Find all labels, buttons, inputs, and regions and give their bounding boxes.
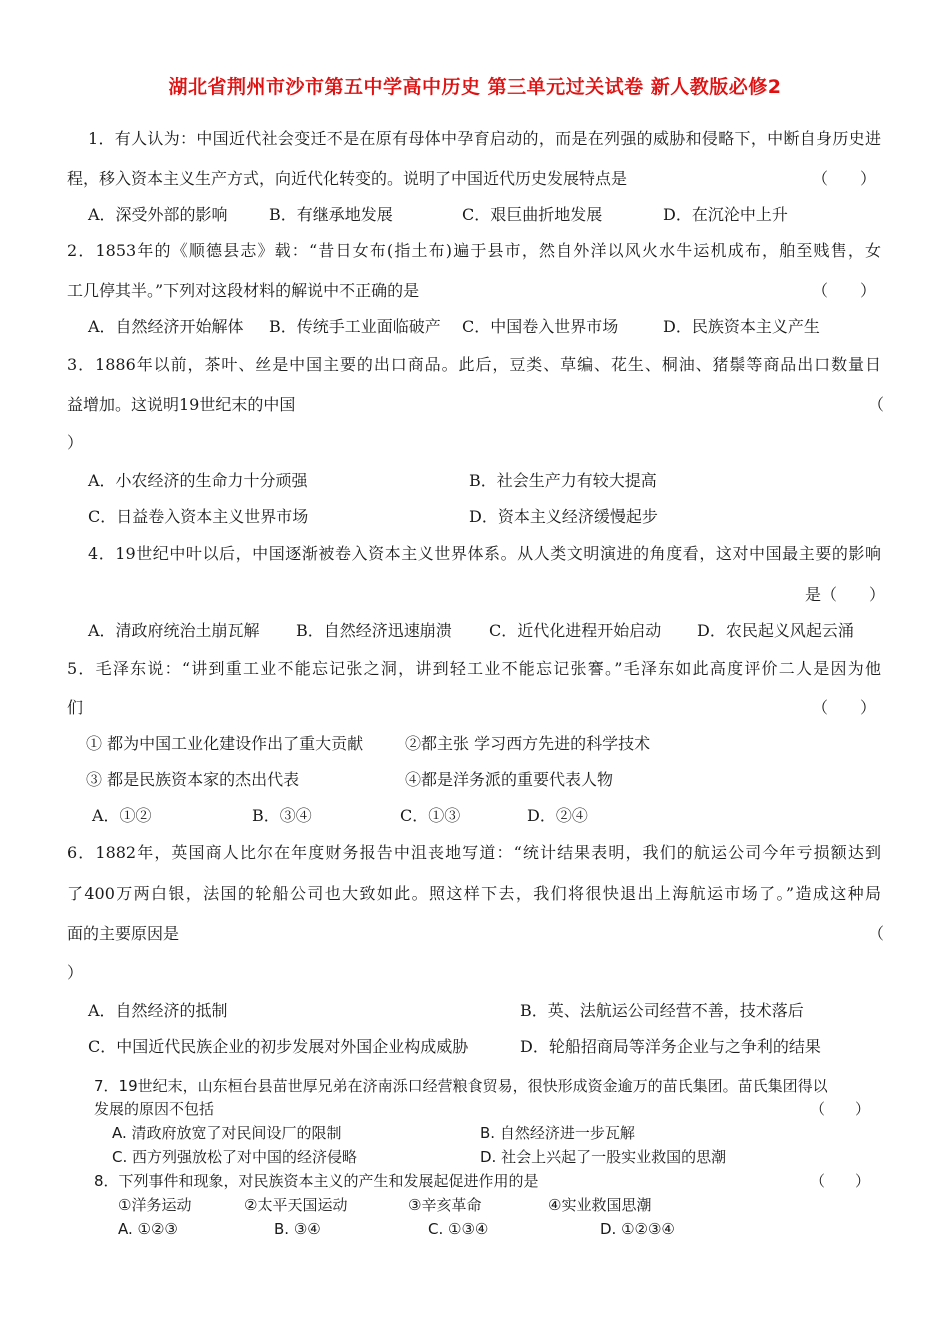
q6-stem-line1: 6．1882年，英国商人比尔在年度财务报告中沮丧地写道：“统计结果表明，我们的航运公司今年亏损额达到 bbox=[67, 843, 881, 862]
q7-option-a: A. 清政府放宽了对民间设厂的限制 bbox=[112, 1124, 342, 1142]
q4-stem-line1: 4．19世纪中叶以后，中国逐渐被卷入资本主义世界体系。从人类文明演进的角度看，这对中国最主要的影响 bbox=[88, 544, 881, 563]
page-title: 湖北省荆州市沙市第五中学高中历史 第三单元过关试卷 新人教版必修2 bbox=[168, 76, 782, 98]
q7-stem-line1: 7．19世纪末，山东桓台县苗世厚兄弟在济南泺口经营粮食贸易，很快形成资金逾万的苗氏集团。苗氏集团得以 bbox=[94, 1077, 828, 1095]
q7-stem-line2: 发展的原因不包括 bbox=[94, 1100, 215, 1118]
q8-statement-2: ②太平天国运动 bbox=[244, 1196, 348, 1214]
q3-stem-line2: 益增加。这说明19世纪末的中国 bbox=[67, 395, 296, 414]
q2-option-c: C．中国卷入世界市场 bbox=[462, 317, 619, 336]
q5-answer-paren: （ ） bbox=[812, 698, 877, 717]
q6-stem-line3: 面的主要原因是 bbox=[67, 924, 180, 943]
q4-option-c: C．近代化进程开始启动 bbox=[489, 621, 662, 640]
q5-option-a: A．①② bbox=[92, 806, 152, 825]
q5-statement-2: ②都主张 学习西方先进的科学技术 bbox=[405, 734, 651, 753]
q2-stem-line2: 工几停其半。”下列对这段材料的解说中不正确的是 bbox=[67, 281, 420, 300]
q3-option-b: B．社会生产力有较大提高 bbox=[469, 471, 657, 490]
q3-paren-close: ） bbox=[67, 433, 84, 452]
q3-option-d: D．资本主义经济缓慢起步 bbox=[469, 507, 658, 526]
q1-option-c: C．艰巨曲折地发展 bbox=[462, 205, 603, 224]
q5-option-c: C．①③ bbox=[400, 806, 461, 825]
q4-option-a: A．清政府统治土崩瓦解 bbox=[88, 621, 260, 640]
q8-statement-3: ③辛亥革命 bbox=[408, 1196, 482, 1214]
q6-paren-close: ） bbox=[67, 963, 84, 982]
q8-option-d: D. ①②③④ bbox=[600, 1220, 675, 1238]
q7-option-c: C. 西方列强放松了对中国的经济侵略 bbox=[112, 1148, 358, 1166]
q7-option-b: B. 自然经济进一步瓦解 bbox=[480, 1124, 635, 1142]
q5-statement-3: ③ 都是民族资本家的杰出代表 bbox=[86, 770, 300, 789]
q8-statement-4: ④实业救国思潮 bbox=[548, 1196, 652, 1214]
q5-stem-line1: 5．毛泽东说：“讲到重工业不能忘记张之洞，讲到轻工业不能忘记张謇。”毛泽东如此高度评价二人是因为他 bbox=[67, 659, 881, 678]
q3-stem-line1: 3．1886年以前，茶叶、丝是中国主要的出口商品。此后，豆类、草编、花生、桐油、猪鬃等商品出口数量日 bbox=[67, 355, 881, 374]
q6-option-d: D．轮船招商局等洋务企业与之争利的结果 bbox=[520, 1037, 821, 1056]
q5-option-b: B．③④ bbox=[252, 806, 312, 825]
q6-option-c: C．中国近代民族企业的初步发展对外国企业构成威胁 bbox=[88, 1037, 469, 1056]
q1-stem-line1: 1．有人认为：中国近代社会变迁不是在原有母体中孕育启动的，而是在列强的威胁和侵略下，中断自身历史进 bbox=[88, 129, 881, 148]
q8-option-b: B. ③④ bbox=[274, 1220, 321, 1238]
q2-option-d: D．民族资本主义产生 bbox=[663, 317, 820, 336]
q2-stem-line1: 2．1853年的《顺德县志》载：“昔日女布(指土布)遍于县市，然自外洋以风火水牛运机成布，舶至贱售，女 bbox=[67, 241, 881, 260]
q8-option-c: C. ①③④ bbox=[428, 1220, 489, 1238]
q1-option-b: B．有继承地发展 bbox=[269, 205, 393, 224]
q4-option-b: B．自然经济迅速崩溃 bbox=[296, 621, 452, 640]
q1-option-d: D．在沉沦中上升 bbox=[663, 205, 788, 224]
q3-option-a: A．小农经济的生命力十分顽强 bbox=[88, 471, 308, 490]
q3-option-c: C．日益卷入资本主义世界市场 bbox=[88, 507, 309, 526]
q2-option-a: A．自然经济开始解体 bbox=[88, 317, 244, 336]
q1-answer-paren: （ ） bbox=[812, 169, 877, 188]
q2-option-b: B．传统手工业面临破产 bbox=[269, 317, 441, 336]
q8-answer-paren: （ ） bbox=[810, 1172, 871, 1190]
q8-option-a: A. ①②③ bbox=[118, 1220, 178, 1238]
q8-stem-line1: 8．下列事件和现象，对民族资本主义的产生和发展起促进作用的是 bbox=[94, 1172, 539, 1190]
q1-option-a: A．深受外部的影响 bbox=[88, 205, 228, 224]
q7-answer-paren: （ ） bbox=[810, 1100, 871, 1118]
q2-answer-paren: （ ） bbox=[812, 281, 877, 300]
q8-statement-1: ①洋务运动 bbox=[118, 1196, 192, 1214]
q6-stem-line2: 了400万两白银，法国的轮船公司也大致如此。照这样下去，我们将很快退出上海航运市场了。”造成这种局 bbox=[67, 884, 881, 903]
q5-option-d: D．②④ bbox=[527, 806, 588, 825]
q6-option-b: B．英、法航运公司经营不善，技术落后 bbox=[520, 1001, 804, 1020]
q4-option-d: D．农民起义风起云涌 bbox=[697, 621, 854, 640]
q7-option-d: D. 社会上兴起了一股实业救国的思潮 bbox=[480, 1148, 727, 1166]
q5-statement-4: ④都是洋务派的重要代表人物 bbox=[405, 770, 614, 789]
q6-paren-open: （ bbox=[868, 924, 885, 943]
q5-stem-line2: 们 bbox=[67, 698, 84, 717]
q1-stem-line2: 程，移入资本主义生产方式，向近代化转变的。说明了中国近代历史发展特点是 bbox=[67, 169, 628, 188]
q6-option-a: A．自然经济的抵制 bbox=[88, 1001, 228, 1020]
q5-statement-1: ① 都为中国工业化建设作出了重大贡献 bbox=[86, 734, 364, 753]
q4-stem-line2: 是（ ） bbox=[805, 585, 886, 604]
q3-paren-open: （ bbox=[868, 395, 885, 414]
